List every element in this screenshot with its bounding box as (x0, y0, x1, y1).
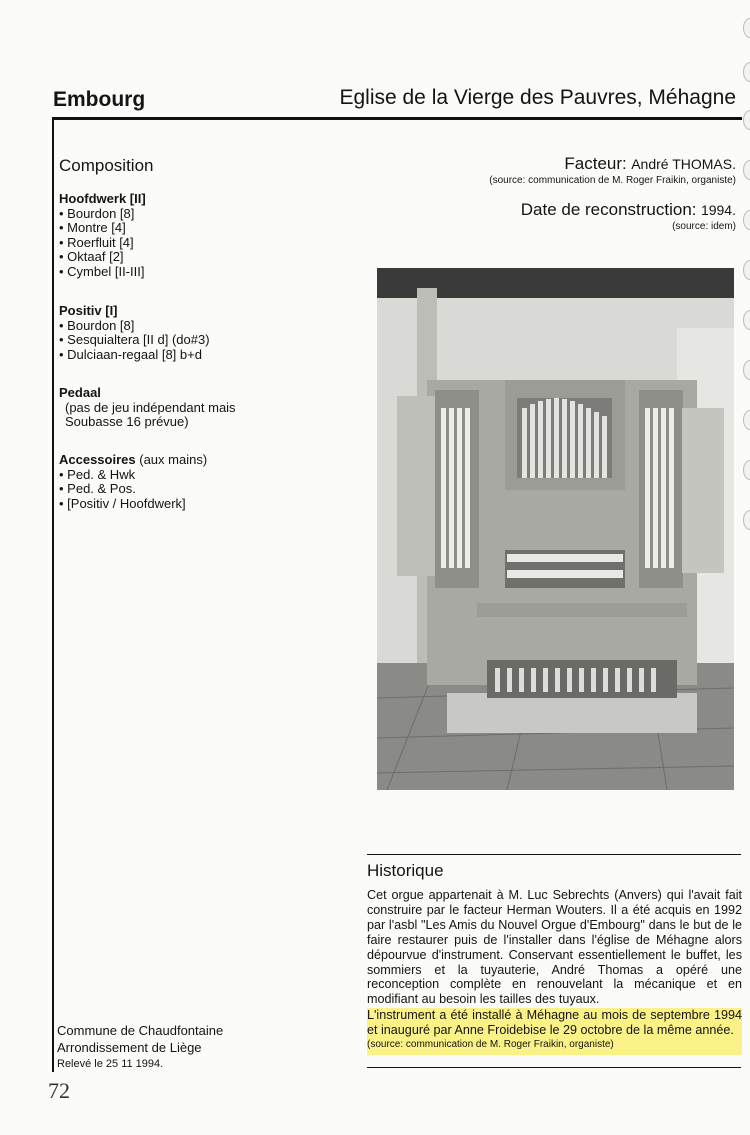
arrondissement-name: Arrondissement de Liège (57, 1040, 202, 1055)
binding-hole (743, 110, 750, 130)
commune-info (57, 1022, 223, 1056)
releve-date: Relevé le 25 11 1994. (57, 1058, 164, 1070)
binding-hole (743, 62, 750, 82)
commune-name: Commune de Chaudfontaine (57, 1023, 224, 1038)
hoofdwerk-section (59, 192, 146, 279)
hoofdwerk-title: Hoofdwerk [II] (59, 191, 146, 206)
stop-item: • Oktaaf [2] (59, 250, 146, 265)
accessoires-title-note: (aux mains) (139, 452, 208, 467)
organ-photo (377, 268, 734, 790)
pedaal-title: Pedaal (59, 385, 101, 400)
church-title: Eglise de la Vierge des Pauvres, Méhagne (339, 86, 736, 109)
historique-highlight-text: L'instrument a été installé à Méhagne au mois de septembre 1994 et inauguré par Anne Froidebise le 29 octobre de la même année. (367, 1008, 742, 1038)
binding-hole (743, 410, 750, 430)
historique-rule (367, 854, 741, 855)
binding-hole (743, 310, 750, 330)
stop-item: • Roerfluit [4] (59, 236, 146, 251)
historique-bottom-rule (367, 1067, 741, 1068)
binding-hole (743, 210, 750, 230)
binding-hole (743, 260, 750, 280)
historique-heading: Historique (367, 861, 444, 880)
historique-text: Cet orgue appartenait à M. Luc Sebrechts (Anvers) qui l'avait fait construire par le facteur Herman Wouters. Il a été acquis en 1992 par l'asbl "Les Amis du Nouvel Orgue d'Embourg" dans le but de le faire restaurer puis de l'installer dans l'église de Méhagne alors dépourvue d'instrument. Conservant essentiellement le buffet, les sommiers et la tuyauterie, André Thomas a opéré une reconception complète en renouvelant la mécanique et en modifiant au besoin les tailles des tuyaux. (367, 888, 742, 1007)
stop-item: • Bourdon [8] (59, 319, 210, 334)
pedaal-note: (pas de jeu indépendant mais Soubasse 16 prévue) (65, 399, 236, 429)
historique-body (367, 888, 742, 1055)
accessory-item: • Ped. & Hwk (59, 468, 207, 483)
place-title: Embourg (53, 88, 146, 111)
binding-hole (743, 460, 750, 480)
stop-item: • Bourdon [8] (59, 207, 146, 222)
reconstruction-block (521, 200, 736, 232)
stop-item: • Montre [4] (59, 221, 146, 236)
hoofdwerk-stop-list (59, 207, 146, 280)
positiv-section (59, 304, 210, 362)
facteur-label: Facteur: (564, 154, 627, 173)
left-rule (52, 117, 54, 1072)
facteur-source: (source: communication de M. Roger Fraikin, organiste) (489, 175, 736, 186)
accessory-item: • [Positiv / Hoofdwerk] (59, 497, 207, 512)
page-number: 72 (48, 1078, 70, 1103)
historique-highlight-box (367, 1008, 742, 1055)
facteur-value: André THOMAS. (631, 156, 736, 172)
reconstruction-source: (source: idem) (672, 221, 736, 232)
positiv-title: Positiv [I] (59, 303, 118, 318)
binding-hole (743, 360, 750, 380)
stop-item: • Cymbel [II-III] (59, 265, 146, 280)
historique-source: (source: communication de M. Roger Fraikin, organiste) (367, 1039, 614, 1051)
stop-item: • Sesquialtera [II d] (do#3) (59, 333, 210, 348)
composition-heading: Composition (59, 156, 154, 175)
reconstruction-value: 1994. (700, 202, 736, 218)
accessory-item: • Ped. & Pos. (59, 482, 207, 497)
stop-item: • Dulciaan-regaal [8] b+d (59, 348, 210, 363)
binding-hole (743, 160, 750, 180)
accessoires-title: Accessoires (59, 452, 136, 467)
accessoires-section (59, 453, 207, 511)
pedaal-section (59, 386, 274, 430)
binding-hole (743, 18, 750, 38)
reconstruction-label: Date de reconstruction: (520, 200, 697, 219)
accessoires-list (59, 468, 207, 512)
facteur-block (489, 154, 736, 186)
header-rule (52, 117, 742, 120)
binding-hole (743, 510, 750, 530)
positiv-stop-list (59, 319, 210, 363)
